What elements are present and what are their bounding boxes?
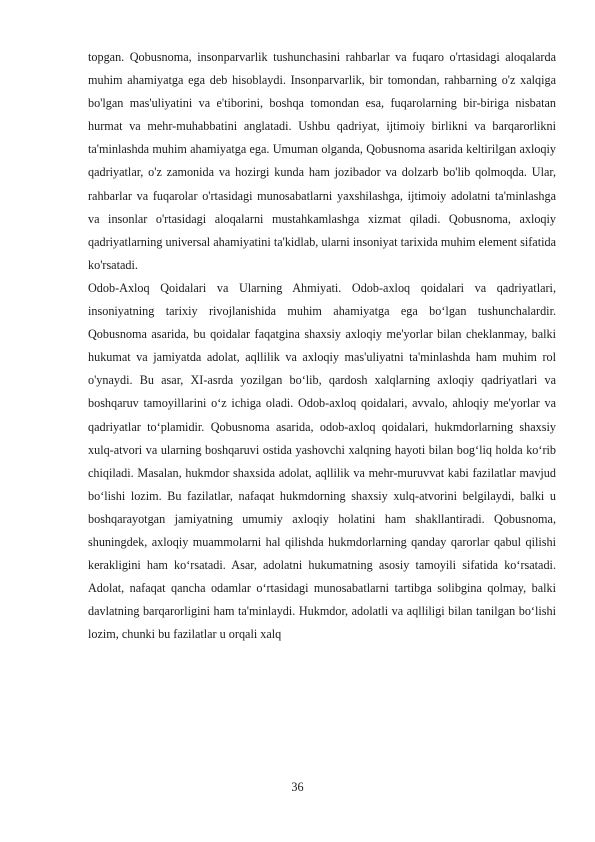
- paragraph-qobusnoma-humanism: topgan. Qobusnoma, insonparvarlik tushunchasini rahbarlar va fuqaro o'rtasidagi aloqalarda muhim ahamiyatga ega deb hisoblaydi. Insonparvarlik, bir tomondan, rahbarning o'z xalqiga bo'lgan mas'uliyatini va e'tiborini, boshqa tomondan esa, fuqarolarning bir-biriga nisbatan hurmat va mehr-muhabbatini anglatadi. Ushbu qadriyat, ijtimoiy birlikni va barqarorlikni ta'minlashda muhim ahamiyatga ega. Umuman olganda, Qobusnoma asarida keltirilgan axloqiy qadriyatlar, o'z zamonida va hozirgi kunda ham jozibador va dolzarb bo'lib qolmoqda. Ular, rahbarlar va fuqarolar o'rtasidagi munosabatlarni yaxshilashga, ijtimoiy adolatni ta'minlashga va insonlar o'rtasidagi aloqalarni mustahkamlashga xizmat qiladi. Qobusnoma, axloqiy qadriyatlarning universal ahamiyatini ta'kidlab, ularni insoniyat tarixida muhim element sifatida ko'rsatadi.: [88, 50, 556, 272]
- page-body: [88, 46, 556, 646]
- paragraph-ethics-rules: Odob-Axloq Qoidalari va Ularning Ahmiyati. Odob-axloq qoidalari va qadriyatlari, insoniyatning tarixiy rivojlanishida muhim ahamiyatga ega bo‘lgan tushunchalardir. Qobusnoma asarida, bu qoidalar faqatgina shaxsiy axloqiy me'yorlar bilan cheklanmay, balki hukumat va jamiyatda adolat, aqllilik va axloqiy mas'uliyatni ta'minlashda ham muhim rol o'ynaydi. Bu asar, XI-asrda yozilgan bo‘lib, qardosh xalqlarning axloqiy qadriyatlari va boshqaruv tamoyillarini o‘z ichiga oladi. Odob-axloq qoidalari, avvalo, ahloqiy me'yorlar va qadriyatlar to‘plamidir. Qobusnoma asarida, odob-axloq qoidalari, hukmdorlarning shaxsiy xulq-atvori va ularning boshqaruvi ostida yashovchi xalqning hayoti bilan bog‘liq holda ko‘rib chiqiladi. Masalan, hukmdor shaxsida adolat, aqllilik va mehr-muruvvat kabi fazilatlar mavjud bo‘lishi lozim. Bu fazilatlar, nafaqat hukmdorning shaxsiy xulq-atvorini belgilaydi, balki u boshqarayotgan jamiyatning umumiy axloqiy holatini ham shakllantiradi. Qobusnoma, shuningdek, axloqiy muammolarni hal qilishda hukmdorlarning qanday qarorlar qabul qilishi kerakligini ham ko‘rsatadi. Asar, adolatni hukumatning asosiy tamoyili sifatida ko‘rsatadi. Adolat, nafaqat qancha odamlar o‘rtasidagi munosabatlarni tartibga solibgina qolmay, balki davlatning barqarorligini ham ta'minlaydi. Hukmdor, adolatli va aqlliligi bilan tanilgan bo‘lishi lozim, chunki bu fazilatlar u orqali xalq: [88, 280, 556, 642]
- page-number: 36: [291, 780, 304, 794]
